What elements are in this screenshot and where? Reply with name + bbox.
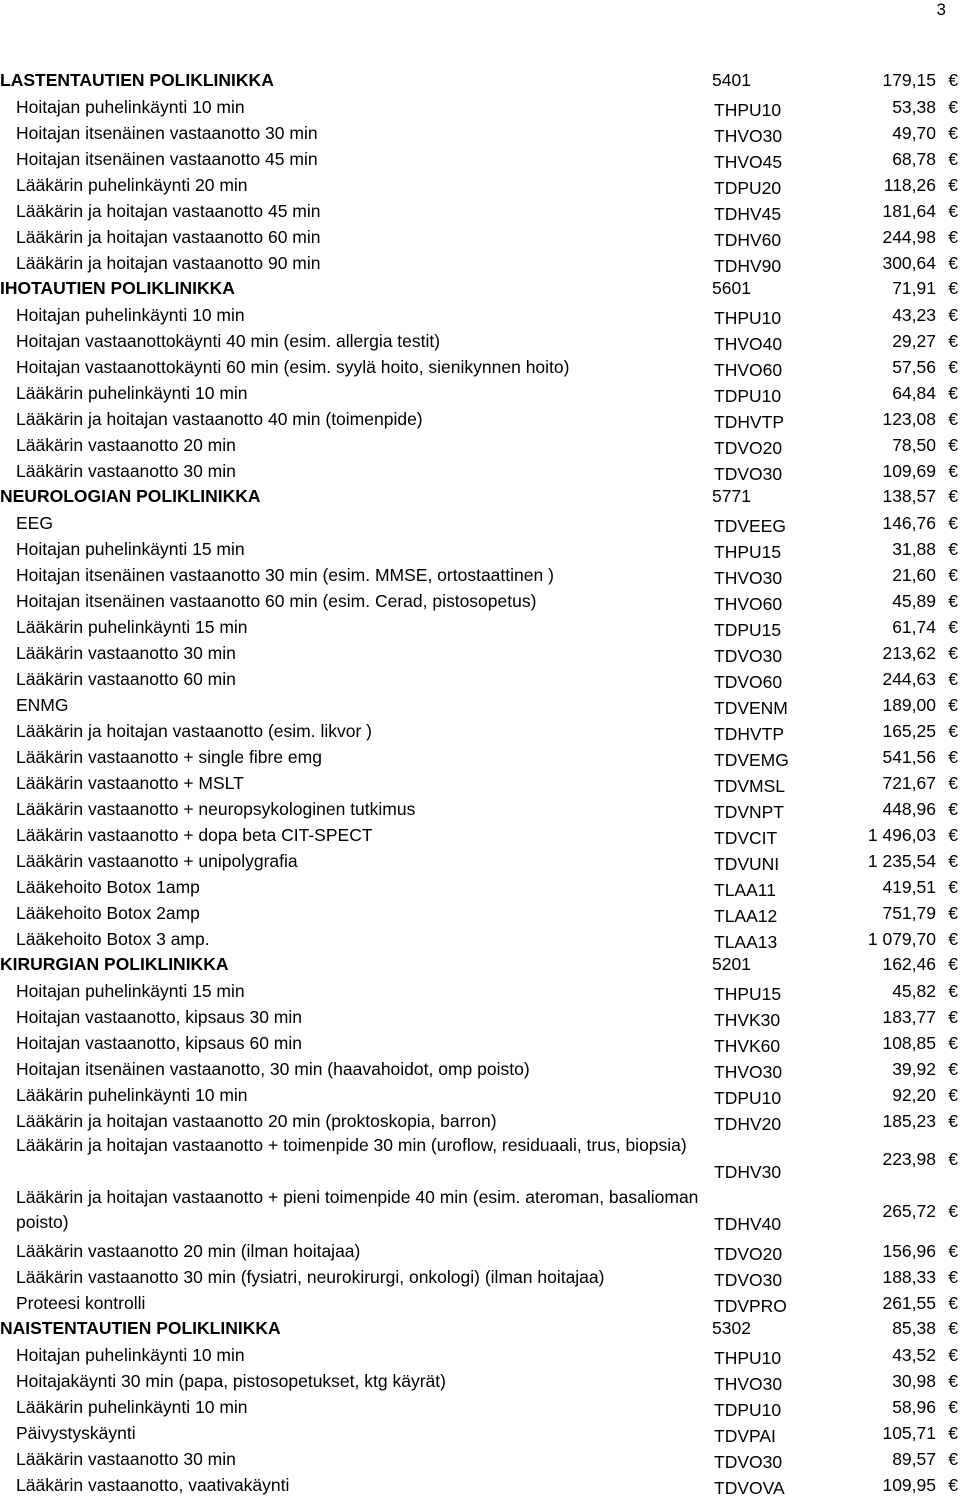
euro-sign: €	[948, 1397, 958, 1417]
euro-sign: €	[948, 539, 958, 559]
service-code: THPU15	[714, 542, 782, 562]
service-code: TLAA13	[714, 932, 778, 952]
service-code: TDVO30	[714, 1270, 783, 1290]
service-price: 89,57	[892, 1449, 936, 1469]
service-name: Hoitajan puhelinkäynti 15 min	[16, 539, 245, 559]
price-row	[0, 586, 960, 612]
service-price: 1 079,70	[867, 929, 936, 949]
service-code: TLAA11	[714, 880, 776, 900]
price-row	[0, 430, 960, 456]
section-header	[0, 274, 960, 300]
service-price: 261,55	[882, 1293, 936, 1313]
service-name: Lääkärin ja hoitajan vastaanotto 90 min	[16, 253, 321, 273]
euro-sign: €	[948, 331, 958, 351]
service-name: Lääkärin vastaanotto + single fibre emg	[16, 747, 322, 767]
service-price: 419,51	[882, 877, 936, 897]
euro-sign: €	[948, 1007, 958, 1027]
service-code: THPU10	[714, 100, 782, 120]
service-name: EEG	[16, 513, 53, 533]
service-name: Hoitajan itsenäinen vastaanotto 45 min	[16, 149, 318, 169]
price-row	[0, 768, 960, 794]
euro-sign: €	[948, 278, 958, 298]
service-code: TDHVTP	[714, 724, 784, 744]
euro-sign: €	[948, 1241, 958, 1261]
euro-sign: €	[948, 773, 958, 793]
service-code: TDHV30	[714, 1162, 782, 1182]
service-name: Lääkehoito Botox 1amp	[16, 877, 200, 897]
euro-sign: €	[948, 227, 958, 247]
service-name: Lääkärin vastaanotto + unipolygrafia	[16, 851, 298, 871]
section-code: 5601	[712, 278, 751, 298]
euro-sign: €	[948, 149, 958, 169]
service-name: Lääkärin vastaanotto + neuropsykologinen tutkimus	[16, 799, 416, 819]
euro-sign: €	[948, 929, 958, 949]
price-row	[0, 742, 960, 768]
service-name: Lääkärin vastaanotto, vaativakäynti	[16, 1475, 290, 1495]
price-row	[0, 1080, 960, 1106]
service-name: Lääkärin vastaanotto 30 min	[16, 461, 236, 481]
service-name: Päivystyskäynti	[16, 1423, 136, 1443]
service-name: Hoitajan itsenäinen vastaanotto 60 min (esim. Cerad, pistosopetus)	[16, 591, 537, 611]
euro-sign: €	[948, 1059, 958, 1079]
service-name: Lääkärin vastaanotto 30 min (fysiatri, neurokirurgi, onkologi) (ilman hoitajaa)	[16, 1267, 605, 1287]
service-price: 189,00	[882, 695, 936, 715]
service-price: 300,64	[882, 253, 936, 273]
service-name: Hoitajan puhelinkäynti 15 min	[16, 981, 245, 1001]
section-code: 5201	[712, 954, 751, 974]
service-code: TDVEMG	[714, 750, 789, 770]
service-price: 109,69	[882, 461, 936, 481]
euro-sign: €	[948, 1149, 958, 1169]
euro-sign: €	[948, 1318, 958, 1338]
price-row	[0, 560, 960, 586]
service-name: Proteesi kontrolli	[16, 1293, 146, 1313]
section-title: IHOTAUTIEN POLIKLINIKKA	[0, 278, 235, 298]
price-row	[0, 1054, 960, 1080]
euro-sign: €	[948, 461, 958, 481]
clinic-section	[0, 274, 960, 482]
service-name: Hoitajan puhelinkäynti 10 min	[16, 1345, 245, 1365]
service-price: 61,74	[892, 617, 936, 637]
section-price: 179,15	[882, 70, 936, 90]
euro-sign: €	[948, 825, 958, 845]
service-name: Lääkärin puhelinkäynti 10 min	[16, 383, 248, 403]
section-code: 5771	[712, 486, 751, 506]
section-header	[0, 482, 960, 508]
price-row	[0, 872, 960, 898]
euro-sign: €	[948, 1475, 958, 1495]
service-price: 45,82	[892, 981, 936, 1001]
price-row	[0, 664, 960, 690]
price-row	[0, 1444, 960, 1470]
price-row	[0, 92, 960, 118]
service-price: 223,98	[882, 1149, 936, 1169]
service-code: TDHV40	[714, 1214, 782, 1234]
service-name: Hoitajan vastaanotto, kipsaus 30 min	[16, 1007, 302, 1027]
euro-sign: €	[948, 851, 958, 871]
price-row	[0, 612, 960, 638]
service-code: THVK60	[714, 1036, 781, 1056]
service-name: Lääkärin vastaanotto 30 min	[16, 1449, 236, 1469]
service-name: Lääkärin vastaanotto 20 min	[16, 435, 236, 455]
service-price: 30,98	[892, 1371, 936, 1391]
service-name: Hoitajan vastaanottokäynti 60 min (esim. syylä hoito, sienikynnen hoito)	[16, 357, 570, 377]
price-row	[0, 820, 960, 846]
service-name: Lääkärin puhelinkäynti 10 min	[16, 1085, 248, 1105]
euro-sign: €	[948, 877, 958, 897]
euro-sign: €	[948, 799, 958, 819]
service-code: TDHV45	[714, 204, 782, 224]
service-price: 244,63	[882, 669, 936, 689]
price-list	[0, 66, 960, 1496]
service-price: 108,85	[882, 1033, 936, 1053]
euro-sign: €	[948, 1449, 958, 1469]
service-price: 31,88	[892, 539, 936, 559]
euro-sign: €	[948, 435, 958, 455]
service-name: Lääkehoito Botox 2amp	[16, 903, 200, 923]
euro-sign: €	[948, 695, 958, 715]
euro-sign: €	[948, 903, 958, 923]
price-row	[0, 222, 960, 248]
service-price: 118,26	[883, 175, 936, 195]
service-name: Hoitajan itsenäinen vastaanotto, 30 min (haavahoidot, omp poisto)	[16, 1059, 530, 1079]
euro-sign: €	[948, 1085, 958, 1105]
service-code: TDHV20	[714, 1114, 782, 1134]
section-header	[0, 950, 960, 976]
service-price: 1 235,54	[867, 851, 936, 871]
service-name: Lääkärin vastaanotto + MSLT	[16, 773, 244, 793]
service-code: THPU10	[714, 1348, 782, 1368]
service-code: TDVCIT	[714, 828, 778, 848]
service-name: Hoitajan vastaanottokäynti 40 min (esim. allergia testit)	[16, 331, 441, 351]
section-price: 162,46	[882, 954, 936, 974]
service-price: 541,56	[882, 747, 936, 767]
service-code: TDVNPT	[714, 802, 784, 822]
euro-sign: €	[948, 643, 958, 663]
service-price: 244,98	[882, 227, 936, 247]
service-price: 78,50	[892, 435, 936, 455]
service-code: TDHV60	[714, 230, 782, 250]
section-header	[0, 1314, 960, 1340]
service-code: THVO40	[714, 334, 783, 354]
service-name: Lääkärin ja hoitajan vastaanotto (esim. likvor )	[16, 721, 373, 741]
price-row	[0, 300, 960, 326]
euro-sign: €	[948, 954, 958, 974]
price-row	[0, 638, 960, 664]
service-code: TDVO30	[714, 464, 783, 484]
service-name: Hoitajan itsenäinen vastaanotto 30 min (esim. MMSE, ortostaattinen )	[16, 565, 554, 585]
euro-sign: €	[948, 1111, 958, 1131]
euro-sign: €	[948, 669, 958, 689]
section-title: NAISTENTAUTIEN POLIKLINIKKA	[0, 1318, 281, 1338]
price-row	[0, 794, 960, 820]
service-name: Lääkärin vastaanotto 20 min (ilman hoitajaa)	[16, 1241, 361, 1261]
service-price: 183,77	[882, 1007, 936, 1027]
service-code: TDHVTP	[714, 412, 784, 432]
service-price: 39,92	[892, 1059, 936, 1079]
service-code: TDPU20	[714, 178, 782, 198]
euro-sign: €	[948, 1267, 958, 1287]
price-row	[0, 456, 960, 482]
price-row	[0, 404, 960, 430]
page-number: 3	[936, 0, 946, 19]
euro-sign: €	[948, 486, 958, 506]
service-price: 43,52	[892, 1345, 936, 1365]
service-price: 265,72	[882, 1201, 936, 1221]
service-code: TDPU15	[714, 620, 782, 640]
section-price: 71,91	[892, 278, 936, 298]
service-price: 188,33	[882, 1267, 936, 1287]
service-code: THPU15	[714, 984, 782, 1004]
service-name: Hoitajan itsenäinen vastaanotto 30 min	[16, 123, 318, 143]
service-price: 57,56	[892, 357, 936, 377]
service-name: Lääkärin ja hoitajan vastaanotto 40 min (toimenpide)	[16, 409, 423, 429]
service-code: TDVO20	[714, 1244, 783, 1264]
euro-sign: €	[948, 97, 958, 117]
service-price: 213,62	[882, 643, 936, 663]
clinic-section	[0, 66, 960, 274]
clinic-section	[0, 482, 960, 950]
service-name: Lääkehoito Botox 3 amp.	[16, 929, 210, 949]
service-name: Hoitajan puhelinkäynti 10 min	[16, 97, 245, 117]
service-name: Hoitajakäynti 30 min (papa, pistosopetukset, ktg käyrät)	[16, 1371, 446, 1391]
service-price: 146,76	[882, 513, 936, 533]
price-row	[0, 1392, 960, 1418]
service-price: 49,70	[892, 123, 936, 143]
price-row	[0, 1340, 960, 1366]
service-code: TDVPRO	[714, 1296, 787, 1316]
euro-sign: €	[948, 747, 958, 767]
service-name: Lääkärin vastaanotto 60 min	[16, 669, 236, 689]
price-row	[0, 196, 960, 222]
euro-sign: €	[948, 1371, 958, 1391]
euro-sign: €	[948, 70, 958, 90]
price-row	[0, 716, 960, 742]
service-name: Lääkärin puhelinkäynti 20 min	[16, 175, 248, 195]
service-name: Lääkärin puhelinkäynti 10 min	[16, 1397, 248, 1417]
service-code: THVO30	[714, 1062, 783, 1082]
service-price: 109,95	[882, 1475, 936, 1495]
euro-sign: €	[948, 1345, 958, 1365]
service-price: 1 496,03	[867, 825, 936, 845]
service-name: Lääkärin ja hoitajan vastaanotto 20 min (proktoskopia, barron)	[16, 1111, 497, 1131]
service-price: 721,67	[882, 773, 936, 793]
price-row	[0, 924, 960, 950]
price-row	[0, 118, 960, 144]
service-name: ENMG	[16, 695, 69, 715]
service-price: 43,23	[892, 305, 936, 325]
price-row	[0, 1418, 960, 1444]
service-name: Lääkärin vastaanotto + dopa beta CIT-SPECT	[16, 825, 373, 845]
service-name: Lääkärin ja hoitajan vastaanotto + toimenpide 30 min (uroflow, residuaali, trus, biopsia)	[16, 1135, 687, 1155]
section-title: LASTENTAUTIEN POLIKLINIKKA	[0, 70, 274, 90]
service-code: TDVO30	[714, 646, 783, 666]
service-price: 181,64	[882, 201, 936, 221]
price-row	[0, 1470, 960, 1496]
price-row	[0, 248, 960, 274]
service-price: 105,71	[882, 1423, 936, 1443]
service-code: TDVO60	[714, 672, 783, 692]
service-price: 165,25	[882, 721, 936, 741]
service-code: TDVPAI	[714, 1426, 776, 1446]
price-row	[0, 1106, 960, 1132]
service-code: THVO30	[714, 568, 783, 588]
service-price: 92,20	[892, 1085, 936, 1105]
service-price: 751,79	[882, 903, 936, 923]
section-price: 138,57	[882, 486, 936, 506]
service-code: TLAA12	[714, 906, 778, 926]
service-name: Hoitajan puhelinkäynti 10 min	[16, 305, 245, 325]
euro-sign: €	[948, 1423, 958, 1443]
service-code: TDVO30	[714, 1452, 783, 1472]
service-price: 448,96	[882, 799, 936, 819]
service-code: TDPU10	[714, 1400, 782, 1420]
euro-sign: €	[948, 253, 958, 273]
euro-sign: €	[948, 1033, 958, 1053]
service-price: 68,78	[892, 149, 936, 169]
service-name: Lääkärin ja hoitajan vastaanotto + pieni toimenpide 40 min (esim. ateroman, basalioman poisto)	[16, 1187, 699, 1232]
price-row	[0, 1236, 960, 1262]
price-row	[0, 846, 960, 872]
price-row	[0, 1262, 960, 1288]
service-price: 156,96	[882, 1241, 936, 1261]
service-code: THVO45	[714, 152, 783, 172]
service-code: THPU10	[714, 308, 782, 328]
service-price: 53,38	[892, 97, 936, 117]
service-code: TDVOVA	[714, 1478, 785, 1498]
section-code: 5302	[712, 1318, 751, 1338]
euro-sign: €	[948, 617, 958, 637]
price-row	[0, 326, 960, 352]
section-code: 5401	[712, 70, 751, 90]
euro-sign: €	[948, 721, 958, 741]
service-code: THVO60	[714, 360, 783, 380]
service-code: TDVEEG	[714, 516, 786, 536]
price-row	[0, 898, 960, 924]
section-header	[0, 66, 960, 92]
euro-sign: €	[948, 357, 958, 377]
service-price: 29,27	[892, 331, 936, 351]
service-code: TDPU10	[714, 1088, 782, 1108]
clinic-section	[0, 1314, 960, 1496]
service-name: Lääkärin ja hoitajan vastaanotto 45 min	[16, 201, 321, 221]
price-row	[0, 1288, 960, 1314]
service-name: Hoitajan vastaanotto, kipsaus 60 min	[16, 1033, 302, 1053]
service-price: 185,23	[882, 1111, 936, 1131]
clinic-section	[0, 950, 960, 1314]
service-price: 45,89	[892, 591, 936, 611]
price-row	[0, 1028, 960, 1054]
section-title: NEUROLOGIAN POLIKLINIKKA	[0, 486, 261, 506]
price-row	[0, 144, 960, 170]
price-row	[0, 1366, 960, 1392]
service-code: THVO30	[714, 126, 783, 146]
euro-sign: €	[948, 1201, 958, 1221]
euro-sign: €	[948, 513, 958, 533]
euro-sign: €	[948, 981, 958, 1001]
service-code: TDVMSL	[714, 776, 785, 796]
price-row	[0, 170, 960, 196]
service-price: 123,08	[882, 409, 936, 429]
euro-sign: €	[948, 123, 958, 143]
euro-sign: €	[948, 305, 958, 325]
service-code: THVK30	[714, 1010, 781, 1030]
price-row	[0, 508, 960, 534]
service-code: TDVO20	[714, 438, 783, 458]
service-name: Lääkärin vastaanotto 30 min	[16, 643, 236, 663]
euro-sign: €	[948, 201, 958, 221]
euro-sign: €	[948, 383, 958, 403]
price-row	[0, 378, 960, 404]
service-price: 21,60	[892, 565, 936, 585]
service-name: Lääkärin puhelinkäynti 15 min	[16, 617, 248, 637]
price-row	[0, 690, 960, 716]
service-code: TDHV90	[714, 256, 782, 276]
service-price: 64,84	[892, 383, 936, 403]
service-code: TDVENM	[714, 698, 788, 718]
price-row	[0, 976, 960, 1002]
service-code: THVO30	[714, 1374, 783, 1394]
price-row	[0, 1184, 960, 1236]
service-code: THVO60	[714, 594, 783, 614]
service-price: 58,96	[892, 1397, 936, 1417]
euro-sign: €	[948, 175, 958, 195]
service-code: TDVUNI	[714, 854, 780, 874]
euro-sign: €	[948, 409, 958, 429]
euro-sign: €	[948, 591, 958, 611]
price-row	[0, 1002, 960, 1028]
euro-sign: €	[948, 565, 958, 585]
service-code: TDPU10	[714, 386, 782, 406]
euro-sign: €	[948, 1293, 958, 1313]
price-row	[0, 1132, 960, 1184]
section-title: KIRURGIAN POLIKLINIKKA	[0, 954, 229, 974]
price-row	[0, 352, 960, 378]
section-price: 85,38	[892, 1318, 936, 1338]
price-row	[0, 534, 960, 560]
service-name: Lääkärin ja hoitajan vastaanotto 60 min	[16, 227, 321, 247]
